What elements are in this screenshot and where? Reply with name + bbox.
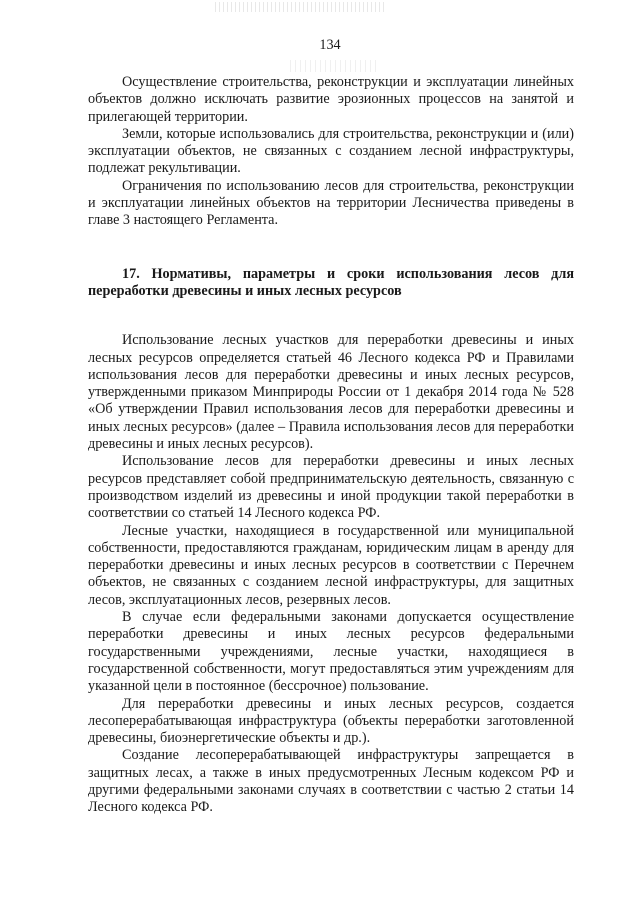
paragraph: В случае если федеральными законами допускается осуществление переработки древесины и иных лесных ресурсов федеральными государственными учреждениями, лесные участки, находящиеся в государственной собственности, могут предоставляться этим учреждениям для указанной цели в постоянное (бессрочное) пользование. — [88, 609, 574, 695]
paragraph: Лесные участки, находящиеся в государственной или муниципальной собственности, предоставляются гражданам, юридическим лицам в аренду для переработки древесины и иных лесных ресурсов в соответствии с Перечнем объектов, не связанных с созданием лесной инфраструктуры, для защитных лесов, эксплуатационных лесов, резервных лесов. — [88, 522, 574, 608]
scan-artifact — [290, 60, 380, 72]
paragraph: Для переработки древесины и иных лесных ресурсов, создается лесоперерабатывающая инфраструктура (объекты переработки заготовленной древесины, биоэнергетические объекты и др.). — [88, 695, 574, 747]
paragraph: Земли, которые использовались для строительства, реконструкции и (или) эксплуатации объектов, не связанных с созданием лесной инфраструктуры, подлежат рекультивации. — [88, 125, 574, 177]
page-number: 134 — [319, 37, 341, 53]
paragraph: Использование лесных участков для переработки древесины и иных лесных ресурсов определяется статьей 46 Лесного кодекса РФ и Правилами использования лесов для переработки древесины и иных лесных ресурсов, утвержденными приказом Минприроды России от 1 декабря 2014 года № 528 «Об утверждении Правил использования лесов для переработки древесины и иных лесных ресурсов» (далее – Правила использования лесов для переработки древесины и иных лесных ресурсов). — [88, 332, 574, 453]
paragraph: Использование лесов для переработки древесины и иных лесных ресурсов представляет собой предпринимательскую деятельность, связанную с производством изделий из древесины и иной продукции такой переработки в соответствии со статьей 14 Лесного кодекса РФ. — [88, 453, 574, 522]
section-heading: 17. Нормативы, параметры и сроки использования лесов для переработки древесины и иных лесных ресурсов — [88, 265, 574, 299]
paragraph: Осуществление строительства, реконструкции и эксплуатации линейных объектов должно исключать развитие эрозионных процессов на занятой и прилегающей территории. — [88, 74, 574, 125]
document-body — [88, 74, 574, 817]
scan-artifact — [215, 2, 385, 12]
paragraph: Ограничения по использованию лесов для строительства, реконструкции и эксплуатации линейных объектов на территории Лесничества приведены в главе 3 настоящего Регламента. — [88, 177, 574, 229]
paragraph: Создание лесоперерабатывающей инфраструктуры запрещается в защитных лесах, а также в иных предусмотренных Лесным кодексом РФ и другими федеральными законами случаях в соответствии с частью 2 статьи 14 Лесного кодекса РФ. — [88, 747, 574, 816]
